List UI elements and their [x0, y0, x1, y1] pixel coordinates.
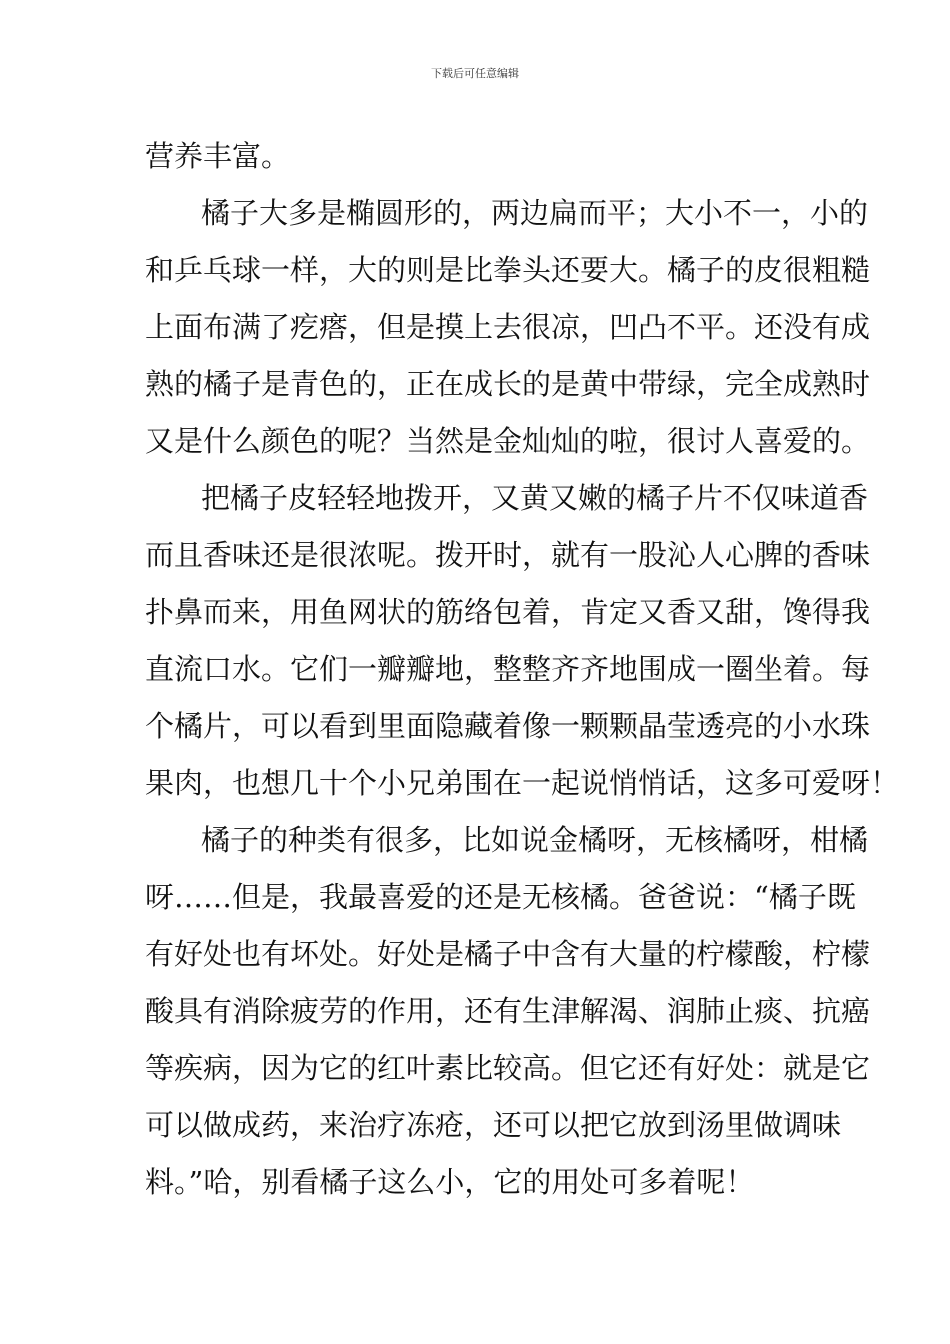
text-line: 扑鼻而来，用鱼网状的筋络包着，肯定又香又甜，馋得我 [145, 595, 871, 629]
article-body [145, 128, 900, 1211]
text-line: 熟的橘子是青色的，正在成长的是黄中带绿，完全成熟时 [145, 367, 871, 401]
text-line: 橘子的种类有很多，比如说金橘呀，无核橘呀，柑橘 [201, 823, 869, 857]
text-line: 可以做成药，来治疗冻疮，还可以把它放到汤里做调味 [145, 1108, 842, 1142]
page-header: 下载后可任意编辑 [431, 67, 519, 80]
text-line: 呀……但是，我最喜爱的还是无核橘。爸爸说：“橘子既 [145, 880, 856, 914]
text-line: 而且香味还是很浓呢。拨开时，就有一股沁人心脾的香味 [145, 538, 871, 572]
text-line: 酸具有消除疲劳的作用，还有生津解渴、润肺止痰、抗癌 [145, 994, 871, 1028]
text-line: 又是什么颜色的呢？当然是金灿灿的啦，很讨人喜爱的。 [145, 424, 871, 458]
text-line: 果肉，也想几十个小兄弟围在一起说悄悄话，这多可爱呀！ [145, 766, 900, 800]
text-line: 个橘片，可以看到里面隐藏着像一颗颗晶莹透亮的小水珠 [145, 709, 871, 743]
text-line: 等疾病，因为它的红叶素比较高。但它还有好处：就是它 [145, 1051, 871, 1085]
text-line: 上面布满了疙瘩，但是摸上去很凉，凹凸不平。还没有成 [145, 310, 871, 344]
text-line: 把橘子皮轻轻地拨开，又黄又嫩的橘子片不仅味道香 [201, 481, 869, 515]
text-line: 料。”哈，别看橘子这么小，它的用处可多着呢！ [145, 1165, 755, 1199]
text-line: 橘子大多是椭圆形的，两边扁而平；大小不一，小的 [201, 196, 869, 230]
text-line: 和乒乓球一样，大的则是比拳头还要大。橘子的皮很粗糙 [145, 253, 871, 287]
text-line: 营养丰富。 [145, 139, 291, 173]
text-line: 直流口水。它们一瓣瓣地，整整齐齐地围成一圈坐着。每 [145, 652, 871, 686]
text-line: 有好处也有坏处。好处是橘子中含有大量的柠檬酸，柠檬 [145, 937, 871, 971]
